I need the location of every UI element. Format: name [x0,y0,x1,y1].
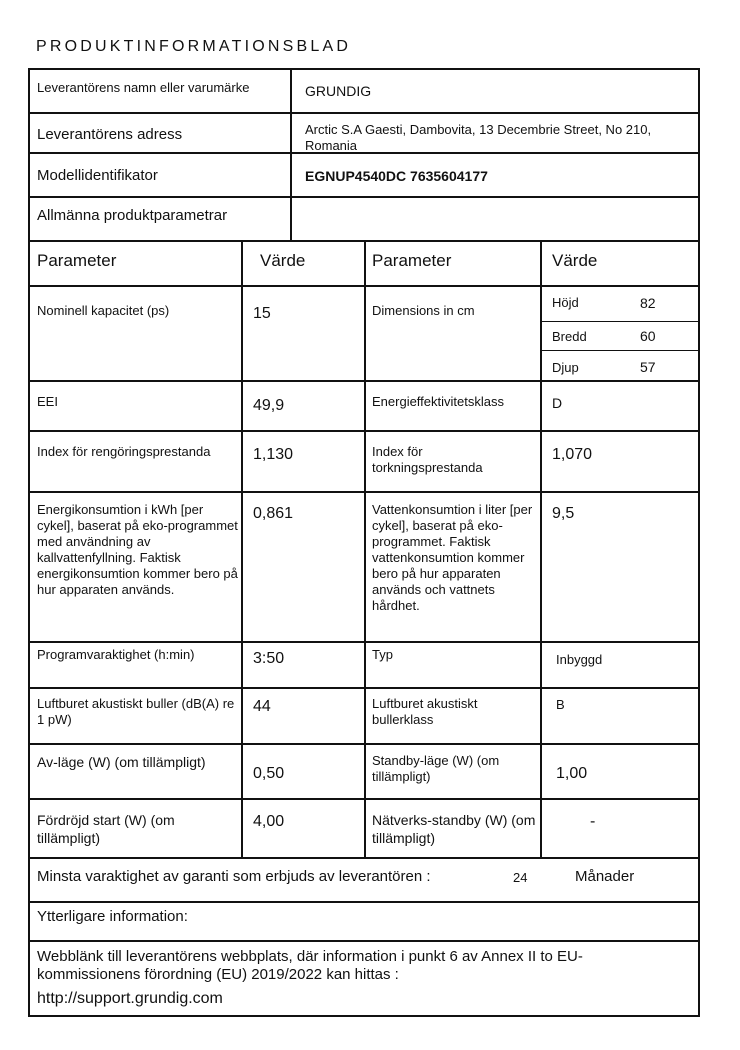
program-duration-label: Programvaraktighet (h:min) [37,647,195,662]
depth-label: Djup [552,360,579,375]
off-mode-label: Av-läge (W) (om tillämpligt) [37,754,206,770]
supplier-name-value: GRUNDIG [305,83,372,99]
supplier-name-label: Leverantörens namn eller varumärke [37,80,250,95]
warranty-unit: Månader [575,868,635,885]
capacity-label: Nominell kapacitet (ps) [37,303,170,318]
drying-index-value: 1,070 [552,446,593,463]
program-duration-value: 3:50 [253,650,285,667]
cleaning-index-label: Index för rengöringsprestanda [37,444,211,459]
standby-value: 1,00 [556,765,588,782]
model-identifier-label: Modellidentifikator [37,167,158,184]
weblink-text: Webblänk till leverantörens webbplats, där information i punkt 6 av Annex II to EU-kommissionens förordning (EU) 2019/2022 kan hittas : [37,948,583,983]
noise-class-label: Luftburet akustiskt bullerklass [372,696,478,727]
off-mode-value: 0,50 [253,765,285,782]
type-value: Inbyggd [556,652,603,667]
width-value: 60 [640,328,656,344]
type-label: Typ [372,647,393,662]
header-value-right: Värde [552,251,598,270]
height-label: Höjd [552,295,579,310]
supplier-address-value: Arctic S.A Gaesti, Dambovita, 13 Decembrie Street, No 210, Romania [305,122,652,153]
energy-consumption-value: 0,861 [253,505,294,522]
header-parameter-right: Parameter [372,251,452,270]
supplier-address-label: Leverantörens adress [37,126,183,143]
drying-index-label: Index för torkningsprestanda [372,444,483,475]
header-value-left: Värde [260,251,306,270]
delayed-start-label: Fördröjd start (W) (om tillämpligt) [37,812,175,846]
eei-label: EEI [37,394,58,409]
noise-value: 44 [253,698,271,715]
water-consumption-label: Vattenkonsumtion i liter [per cykel], baserat på eko-programmet. Faktisk vattenkonsumtion kommer bero på hur apparaten används och vattnets hårdhet. [372,502,533,613]
cleaning-index-value: 1,130 [253,446,294,463]
noise-class-value: B [556,697,565,712]
noise-label: Luftburet akustiskt buller (dB(A) re 1 pW) [37,696,235,727]
capacity-value: 15 [253,305,271,322]
header-parameter-left: Parameter [37,251,117,270]
height-value: 82 [640,295,656,311]
standby-label: Standby-läge (W) (om tillämpligt) [372,753,500,784]
general-parameters-label: Allmänna produktparametrar [37,207,228,224]
warranty-value: 24 [513,870,528,885]
product-info-table [28,68,700,1017]
energy-class-label: Energieffektivitetsklass [372,394,504,409]
network-standby-label: Nätverks-standby (W) (om tillämpligt) [372,812,536,846]
dimensions-label: Dimensions in cm [372,303,475,318]
page-title: PRODUKTINFORMATIONSBLAD [36,38,352,55]
additional-info-label: Ytterligare information: [37,908,188,925]
width-label: Bredd [552,329,587,344]
depth-value: 57 [640,359,656,375]
water-consumption-value: 9,5 [552,505,575,522]
energy-consumption-label: Energikonsumtion i kWh [per cykel], baserat på eko-programmet med användning av kallvattenfyllning. Faktisk energikonsumtion kommer bero på hur apparaten används. [37,502,238,597]
support-link[interactable]: http://support.grundig.com [37,990,223,1007]
network-standby-value: - [590,813,596,830]
warranty-label: Minsta varaktighet av garanti som erbjuds av leverantören : [37,868,431,885]
model-identifier-value: EGNUP4540DC 7635604177 [305,168,488,184]
delayed-start-value: 4,00 [253,813,285,830]
energy-class-value: D [552,395,563,411]
eei-value: 49,9 [253,397,285,414]
